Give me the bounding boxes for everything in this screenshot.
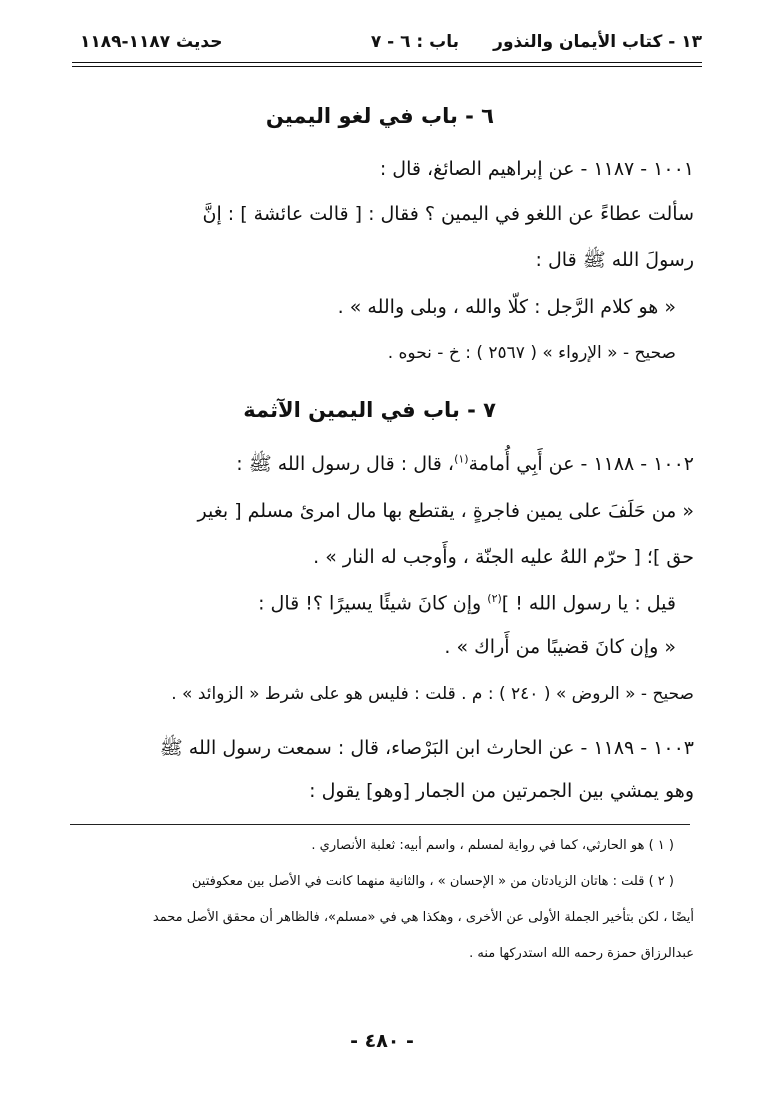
running-header-section: باب : ٦ - ٧ bbox=[370, 32, 459, 52]
running-header-hadith-range: حديث ١١٨٧-١١٨٩ bbox=[80, 32, 223, 52]
hadith-line: سألت عطاءً عن اللغو في اليمين ؟ فقال : [ قالت عائشة ] : إنَّ bbox=[202, 203, 694, 225]
footnote-continuation: أيضًا ، لكن بتأخير الجملة الأولى عن الأخرى ، وهكذا هي في «مسلم»، فالظاهر أن محقق الأصل محمد bbox=[152, 910, 694, 925]
header-rule-inner bbox=[72, 66, 702, 67]
hadith-source: صحيح - « الإرواء » ( ٢٥٦٧ ) : خ - نحوه . bbox=[387, 343, 676, 363]
hadith-line: « هو كلام الرَّجل : كلّا والله ، وبلى والله » . bbox=[337, 296, 676, 318]
hadith-line bbox=[236, 452, 694, 480]
hadith-line: وهو يمشي بين الجمرتين من الجمار [وهو] يقول : bbox=[309, 780, 694, 802]
hadith-line-part: وإن كانَ شيئًا يسيرًا ؟! قال : bbox=[258, 592, 488, 615]
hadith-line: « من حَلَفَ على يمين فاجرةٍ ، يقتطع بها مال امرئ مسلم [ بغير bbox=[197, 500, 694, 522]
page-number: - ٤٨٠ - bbox=[350, 1030, 414, 1052]
hadith-line bbox=[258, 592, 676, 614]
hadith-line: ١٠٠١ - ١١٨٧ - عن إبراهيم الصائغ، قال : bbox=[379, 158, 694, 180]
hadith-line-part: ١٠٠٢ - ١١٨٨ - عن أَبِي أُمامة bbox=[468, 453, 694, 475]
footnote-marker: (٢) bbox=[487, 592, 502, 605]
footnote-rule bbox=[70, 824, 690, 825]
hadith-line: ١٠٠٣ - ١١٨٩ - عن الحارث ابن البَرْصاء، قال : سمعت رسول الله ﷺ bbox=[159, 737, 694, 759]
footnote: ( ١ ) هو الحارثي، كما في رواية لمسلم ، واسم أبيه: ثعلبة الأنصاري . bbox=[311, 838, 674, 853]
hadith-line: حق ]؛ [ حرّم اللهُ عليه الجنّة ، وأَوجب له النار » . bbox=[313, 546, 694, 568]
hadith-line-part: قيل : يا رسول الله ! ] bbox=[501, 592, 676, 615]
footnote: ( ٢ ) قلت : هاتان الزيادتان من « الإحسان » ، والثانية منهما كانت في الأصل بين معكوفتين bbox=[191, 874, 674, 889]
footnote-continuation: عبدالرزاق حمزة رحمه الله استدركها منه . bbox=[469, 946, 694, 961]
section-title: ٧ - باب في اليمين الآثمة bbox=[243, 398, 496, 422]
section-title: ٦ - باب في لغو اليمين bbox=[265, 104, 494, 128]
footnote-marker: (١) bbox=[454, 452, 469, 466]
hadith-line: « وإن كانَ قضيبًا من أَراك » . bbox=[444, 636, 676, 658]
running-header-chapter: ١٣ - كتاب الأيمان والنذور bbox=[493, 32, 702, 52]
hadith-source: صحيح - « الروض » ( ٢٤٠ ) : م . قلت : فليس هو على شرط « الزوائد » . bbox=[171, 684, 694, 704]
hadith-line-part: ، قال : قال رسول الله ﷺ : bbox=[236, 453, 455, 475]
hadith-line: رسولَ الله ﷺ قال : bbox=[535, 249, 694, 271]
header-rule bbox=[72, 62, 702, 63]
